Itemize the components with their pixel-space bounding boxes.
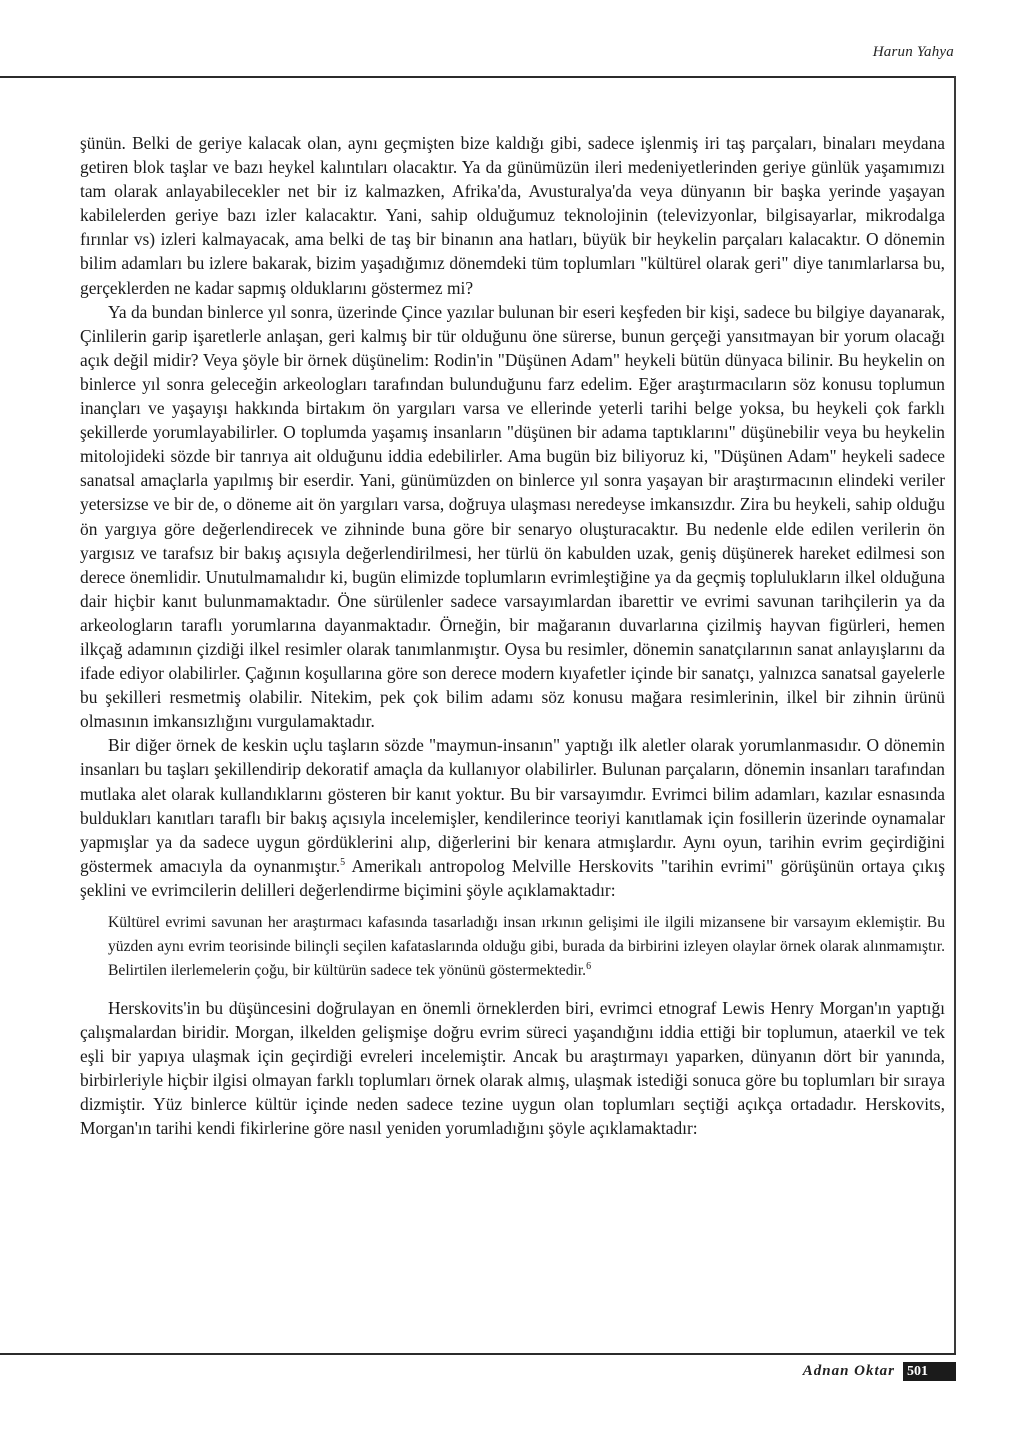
paragraph-1: şünün. Belki de geriye kalacak olan, aynı geçmişten bize kaldığı gibi, sadece işlenmiş iri taş parçaları, binaları meydana getiren blok taşlar ve bazı heykel kalıntıları olacaktır. Ya da günümüzün ileri medeniyetlerinden geriye günlük yaşamımızı tam olarak anlayabilecekler net bir iz kalmazken, Afrika'da, Avusturalya'da veya dünyanın bir başka yerinde yaşayan kabilelerden geriye bazı izler kalacaktır. Yani, sahip olduğumuz teknolojinin (televizyonlar, bilgisayarlar, mikrodalga fırınlar vs) izleri kalmayacak, ama belki de taş bir binanın ana hatları, büyük bir heykelin parçaları kalacaktır. O dönemin bilim adamları bu izlere bakarak, bizim yaşadığımız dönemdeki tüm toplumları "kültürel olarak geri" diye tanımlarlarsa bu, gerçeklerden ne kadar sapmış olduklarını göstermez mi?	[80, 133, 945, 298]
page-footer	[803, 1362, 956, 1381]
body-text	[80, 131, 945, 1140]
frame-bottom-rule	[0, 1353, 956, 1355]
paragraph-3-text: Bir diğer örnek de keskin uçlu taşların sözde "maymun-insanın" yaptığı ilk aletler olarak yorumlanmasıdır. O dönemin insanları bu taşları şekillendirip dekoratif amaçla da kullanıyor olabilirler. Bulunan parçaların, dönemin insanları tarafından mutlaka alet olarak kullandıklarını gösteren bir kanıt yoktur. Bu bir varsayımdır. Evrimci bilim adamları, kazılar esnasında buldukları kanıtları taraflı bir bakış açısıyla incelemişler, kendilerince teoriyi kanıtlamak için fosillerin üzerinde oynamalar yapmışlar ya da sadece uygun gördüklerini alıp, diğerlerini bir kenara atmışlardır. Aynı oyun, tarihin evrim geçirdiğini göstermek amacıyla da oynanmıştır.	[80, 735, 945, 876]
running-header-title: Harun Yahya	[872, 44, 954, 60]
footnote-ref-5: 5	[340, 857, 346, 869]
footnote-ref-6: 6	[586, 961, 592, 973]
paragraph-2: Ya da bundan binlerce yıl sonra, üzerinde Çince yazılar bulunan bir eseri keşfeden bir kişi, sadece bu bilgiye dayanarak, Çinlilerin garip işaretlerle anlaşan, geri kalmış bir tür olduğunu öne sürerse, bunun gerçeği yansıtmayan bir yorum olacağı açık değil midir? Veya şöyle bir örnek düşünelim: Rodin'in "Düşünen Adam" heykeli bütün dünyaca bilinir. Bu heykelin on binlerce yıl sonra geleceğin arkeologları tarafından bulunduğunu farz edelim. Eğer araştırmacıların söz konusu toplumun inançları ve yaşayışı hakkında birtakım ön yargıları varsa ve ellerinde yeterli tarihi belge yoksa, bu heykeli çok farklı şekillerde yorumlayabilirler. O toplumda yaşamış insanların "düşünen bir adama taptıklarını" düşünebilir veya bu heykelin mitolojideki sözde bir tanrıya ait olduğunu iddia edebilirler. Ama bugün biz biliyoruz ki, "Düşünen Adam" heykeli sadece sanatsal amaçlarla yapılmış bir eserdir. Yani, günümüzden on binlerce yıl sonra yaşayan bir araştırmacının elindeki veriler yetersizse ve bir de, o döneme ait ön yargıları varsa, doğruya ulaşması neredeyse imkansızdır. Zira bu heykeli, sahip olduğu ön yargıya göre değerlendirecek ve zihninde buna göre bir senaryo oluşturacaktır. Bu nedenle elde edilen verilerin ön yargısız ve tarafsız bir bakış açısıyla değerlendirilmesi, her türlü ön kabulden uzak, geniş düşünerek hareket edilmesi son derece önemlidir. Unutulmamalıdır ki, bugün elimizde toplumların evrimleştiğine ya da geçmiş toplulukların ilkel olduğuna dair hiçbir kanıt bulunmamaktadır. Öne sürülenler sadece varsayımlardan ibarettir ve evrimi savunan tarihçilerin ya da arkeologların taraflı yorumlarına dayanmaktadır. Örneğin, bir mağaranın duvarlarına çizilmiş hayvan figürleri, hemen ilkçağ adamının çizdiği ilkel resimler olarak tanımlanmıştır. Oysa bu resimler, dönemin sanatçılarının sanat anlayışlarını da ifade ediyor olabilirler. Çağının koşullarına göre son derece modern kıyafetler içinde bir sanatçı, yalnızca sanatsal gayelerle bu şekilleri resmetmiş olabilir. Nitekim, pek çok bilim adamı söz konusu mağara resimlerinin, ilkel bir zihnin ürünü olmasının imkansızlığını vurgulamaktadır.	[80, 301, 945, 732]
block-quote-text: Kültürel evrimi savunan her araştırmacı kafasında tasarladığı insan ırkının gelişimi ile ilgili mizansene bir varsayım eklemiştir. Bu yüzden aynı evrim teorisinde bilinçli seçilen kafataslarında olduğu gibi, burada da birbirini izleyen olaylar örnek olarak alınmamıştır. Belirtilen ilerlemelerin çoğu, bir kültürün sadece tek yönünü göstermektedir.	[108, 914, 945, 980]
footer-author: Adnan Oktar	[802, 1363, 895, 1379]
paragraph-3-continuation: Amerikalı antropolog Melville Herskovits "tarihin evrimi" görüşünün ortaya çıkış şeklini ve evrimcilerin delilleri değerlendirme biçimini şöyle açıklamaktadır:	[80, 855, 945, 900]
paragraph-4: Herskovits'in bu düşüncesini doğrulayan en önemli örneklerden biri, evrimci etnograf Lewis Henry Morgan'ın yaptığı çalışmalardan biridir. Morgan, ilkelden gelişmişe doğru evrim süreci yaşandığını iddia ettiği bir toplumun, ataerkil ve tek eşli bir yapıya ulaşmak için geçirdiği evreleri incelemiştir. Ancak bu araştırmayı yaparken, dünyanın dört bir yanında, birbirleriyle hiçbir ilgisi olmayan farklı toplumları örnek olarak almış, ulaşmak istediği sonuca göre bu toplumları bir sıraya dizmiştir. Yüz binlerce kültür içinde neden sadece tezine uygun olan toplumları seçtiği açıkça ortadadır. Herskovits, Morgan'ın tarihi kendi fikirlerine göre nasıl yeniden yorumladığını şöyle açıklamaktadır:	[80, 997, 945, 1139]
frame-top-rule	[0, 76, 956, 78]
block-quote	[108, 911, 945, 984]
frame-right-rule	[954, 76, 956, 1355]
paragraph-3	[80, 733, 945, 902]
page-number-badge: 501	[903, 1362, 956, 1381]
